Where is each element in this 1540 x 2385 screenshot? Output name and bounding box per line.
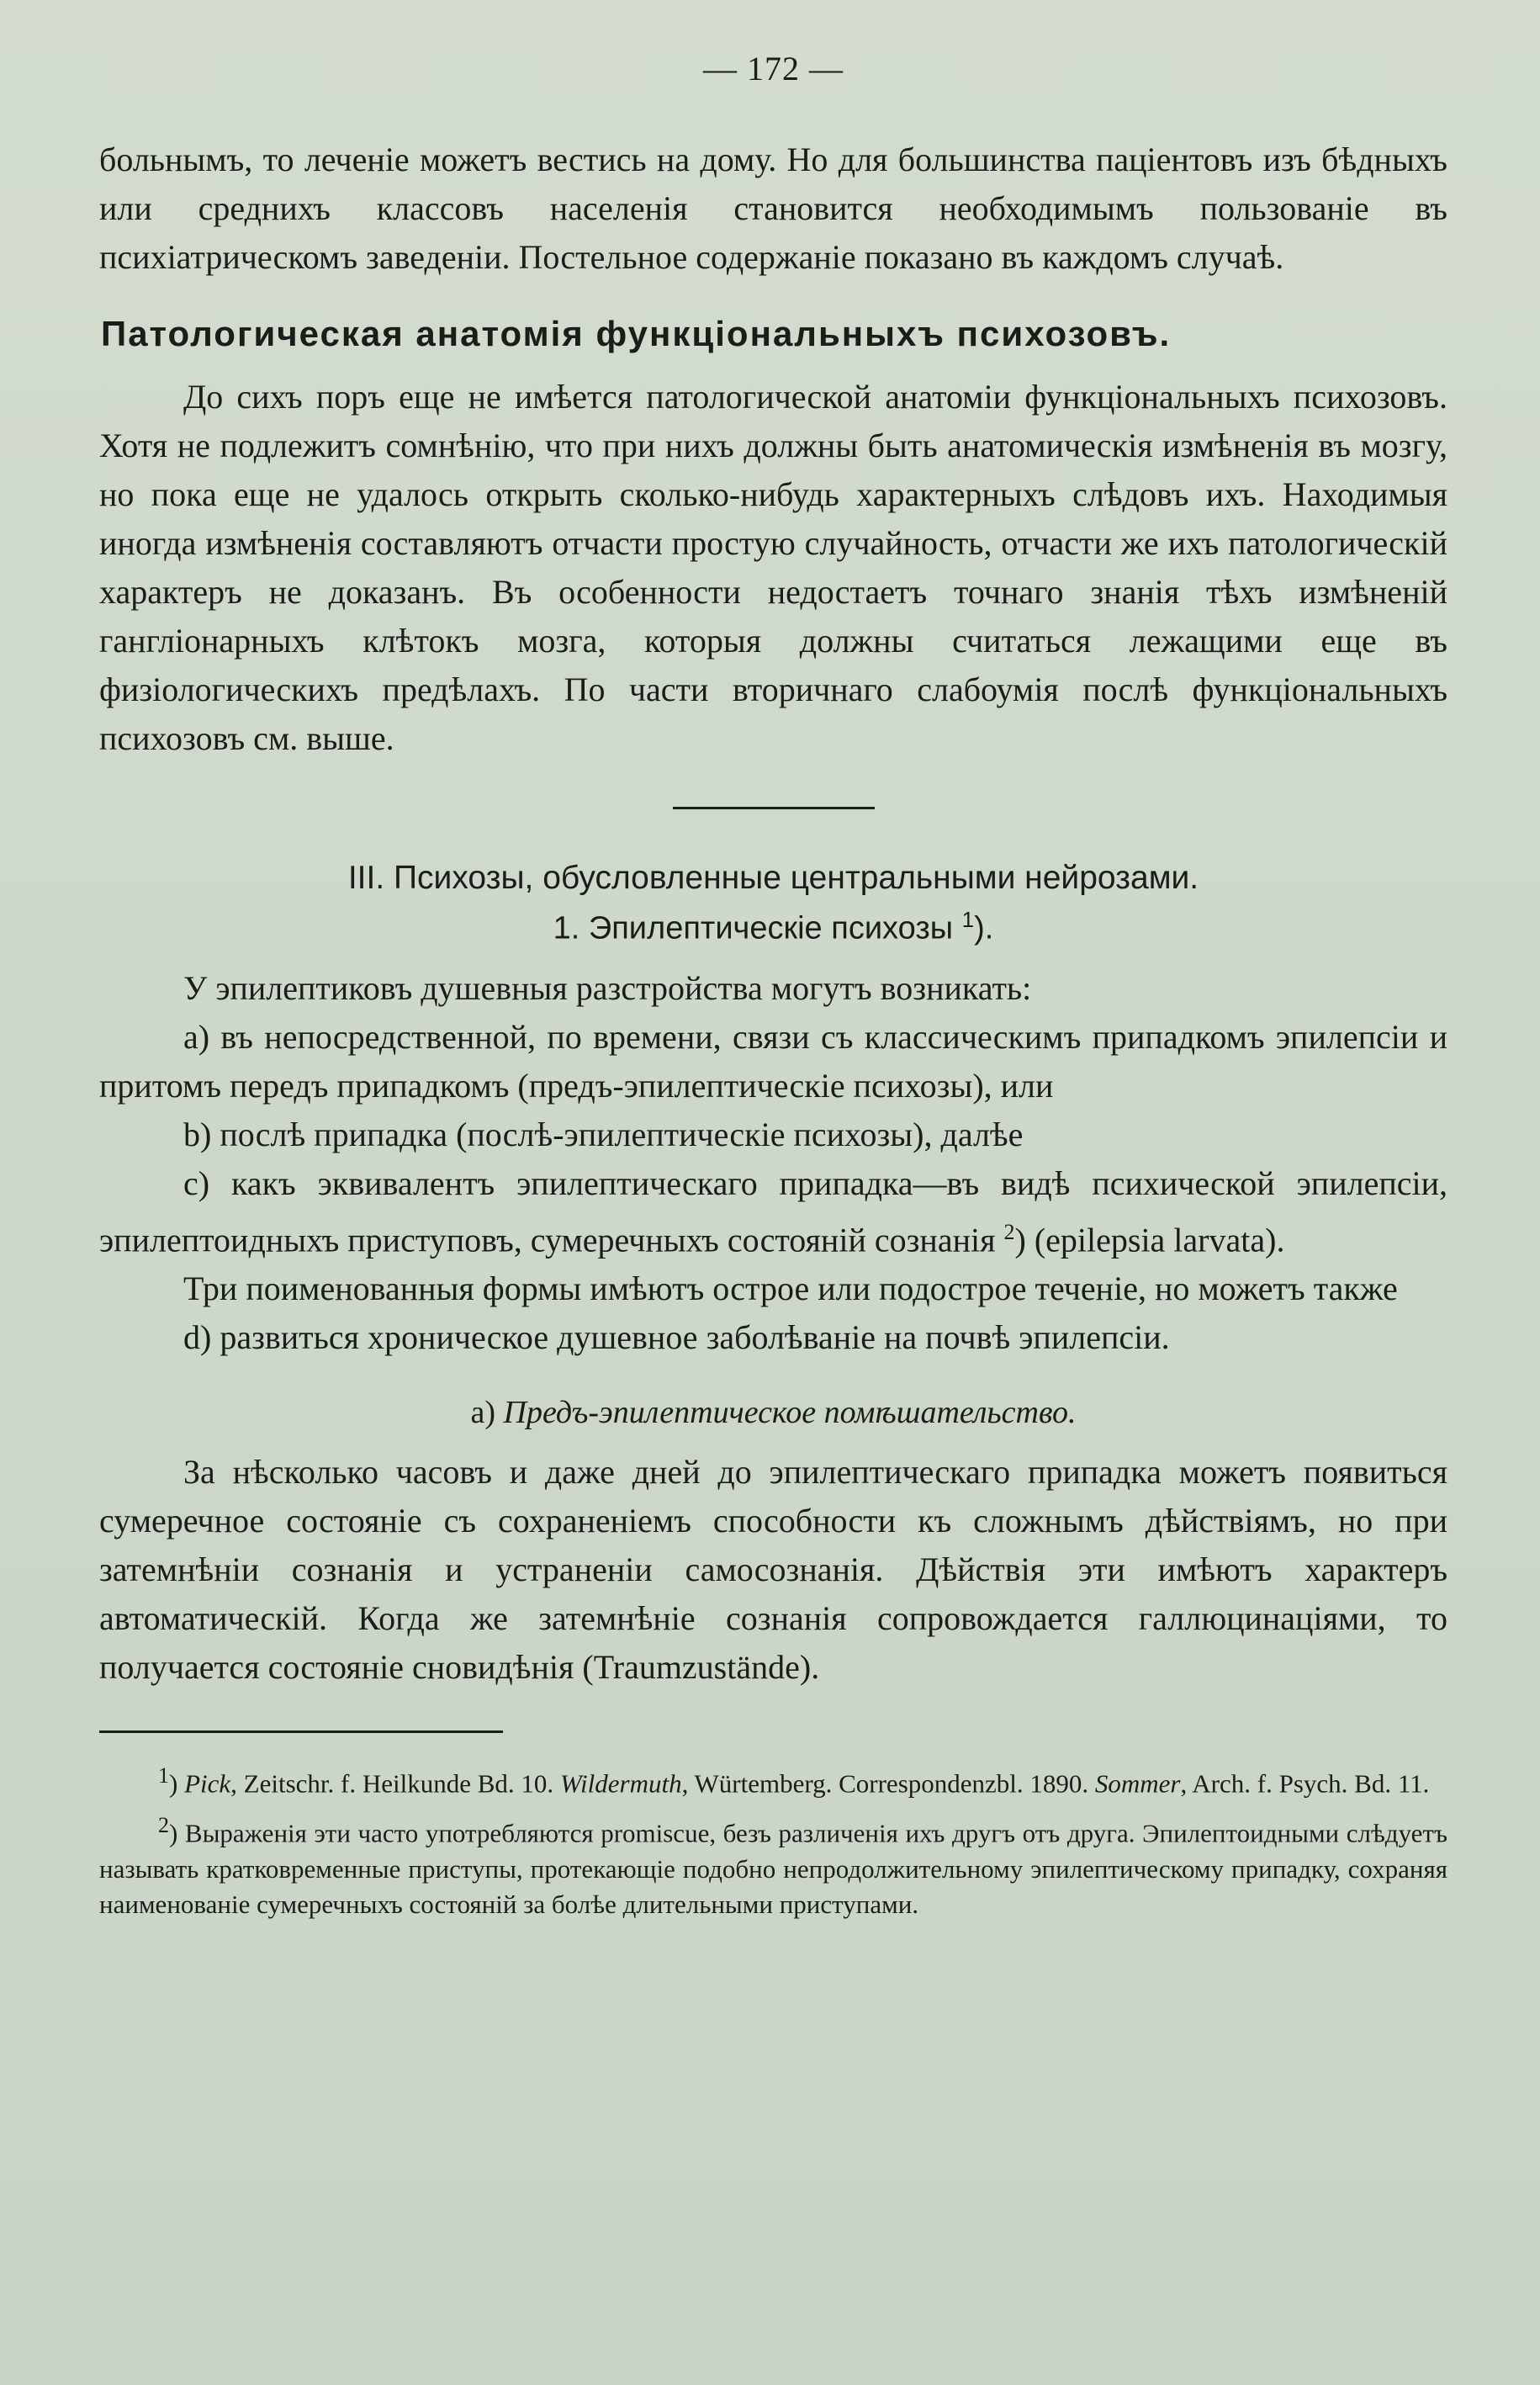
subchapter-text: 1. Эпилептическiе психозы — [553, 910, 954, 946]
paragraph-pathology: До сихъ поръ еще не имѣется патологической анатоміи функціональныхъ психозовъ. Хотя не подлежитъ сомнѣнію, что при нихъ должны быть анатомическія измѣненія въ мозгу, но пока еще не удалось открыть сколько-нибудь характерныхъ слѣдовъ ихъ. Находимыя иногда измѣненія составляютъ отчасти простую случайность, отчасти же ихъ патологическій характеръ не доказанъ. Въ особенности недостаетъ точнаго знанія тѣхъ измѣненій ганглiонарныхъ клѣтокъ мозга, которыя должны считаться лежащими еще въ физіологическихъ предѣлахъ. По части вторичнаго слабоумія послѣ функціональныхъ психозовъ см. выше. — [99, 378, 1447, 757]
footnote-ref-1: 1 — [961, 907, 975, 932]
footnote-1-ref-c: , Arch. f. Psych. Bd. 11. — [1180, 1768, 1430, 1799]
section-divider — [673, 807, 875, 809]
subchapter-title — [99, 907, 1447, 947]
footnote-1-ref-b: , Würtemberg. Correspondenzbl. 1890. — [681, 1768, 1095, 1799]
footnote-2-mark: 2 — [158, 1813, 169, 1838]
list-item-d: d) развиться хроническое душевное заболѣваніе на почвѣ эпилепсіи. — [183, 1317, 1170, 1356]
footnote-2: $^2$) Выраженія эти часто употребляются promiscue, безъ различенія ихъ другъ отъ друга. Эпилептоидными слѣдуетъ называть кратковременные приступы, протекающіе подобно непродолжительному эпилептическому припадку, сохраняя наименованіе сумеречныхъ состояній за болѣе длительными приступами. — [99, 1813, 1447, 1919]
footnote-rule — [99, 1730, 503, 1733]
subsection-letter: а) — [470, 1394, 496, 1430]
footnote-1-author-sommer: Sommer — [1094, 1768, 1181, 1799]
section-title: Патологическая анатомія функціональныхъ психозовъ. — [101, 314, 1172, 353]
footnote-2-text: Выраженія эти часто употребляются promiscue, безъ различенія ихъ другъ отъ друга. Эпилептоидными слѣдуетъ называть кратковременные приступы, протекающіе подобно непродолжительному эпилептическому припадку, сохраняя наименованіе сумеречныхъ состояній за болѣе длительными приступами. — [99, 1818, 1447, 1919]
subsection-title: Предъ-эпилептическое помѣшательство. — [503, 1394, 1077, 1430]
intro-line: У эпилептиковъ душевныя разстройства могутъ возникать: — [183, 968, 1032, 1007]
footnote-ref-2: 2 — [1003, 1219, 1015, 1244]
footnote-1-ref-a: , Zeitschr. f. Heilkunde Bd. 10. — [230, 1768, 560, 1799]
list-item-c — [99, 1159, 1447, 1264]
paragraph-pre-epileptic: За нѣсколько часовъ и даже дней до эпилептическаго припадка можетъ появиться сумеречное состояніе съ сохраненіемъ способности къ сложнымъ дѣйствіямъ, но при затемнѣніи сознанія и устраненіи самосознанія. Дѣйствія эти имѣютъ характеръ автоматическій. Когда же затемнѣніе сознанія сопровождается галлюцинаціями, то получается состояніе сновидѣнія (Traumzustände). — [99, 1452, 1447, 1686]
three-forms-line: Три поименованныя формы имѣютъ острое или подострое теченіе, но можетъ также — [183, 1269, 1398, 1307]
page-number: — 172 — — [703, 50, 844, 87]
footnote-1-author-wildermuth: Wildermuth — [559, 1768, 682, 1799]
footnote-1-mark: 1 — [158, 1762, 169, 1788]
list-item-a: а) въ непосредственной, по времени, связи съ классическимъ припадкомъ эпилепсіи и притомъ передъ припадкомъ (предъ-эпилептическіе психозы), или — [99, 1017, 1447, 1105]
paragraph-continuation: больнымъ, то леченіе можетъ вестись на дому. Но для большинства пацiентовъ изъ бѣдныхъ или среднихъ классовъ населенія становится необходимымъ пользованіе въ психіатрическомъ заведеніи. Постельное содержаніе показано въ каждомъ случаѣ. — [99, 140, 1447, 276]
list-item-c-text: с) какъ эквивалентъ эпилептическаго припадка—въ видѣ психической эпилепсіи, эпилептоидныхъ приступовъ, сумеречныхъ состояній сознанія — [99, 1163, 1447, 1259]
list-item-b: b) послѣ припадка (послѣ-эпилептическіе психозы), далѣе — [183, 1115, 1024, 1153]
chapter-title: III. Психозы, обусловленные центральными нейрозами. — [347, 860, 1199, 896]
list-item-c-tail: ) (epilepsia larvata). — [1014, 1220, 1285, 1259]
subchapter-close: ). — [974, 910, 994, 946]
footnote-1-author-pick: Pick — [184, 1768, 231, 1799]
subsection-heading — [99, 1394, 1447, 1431]
footnote-1: $^1$) Pick, Zeitschr. f. Heilkunde Bd. 10. Wildermuth, Würtemberg. Correspondenzbl. 1890. Sommer, Arch. f. Psych. Bd. 11. — [158, 1762, 1430, 1799]
